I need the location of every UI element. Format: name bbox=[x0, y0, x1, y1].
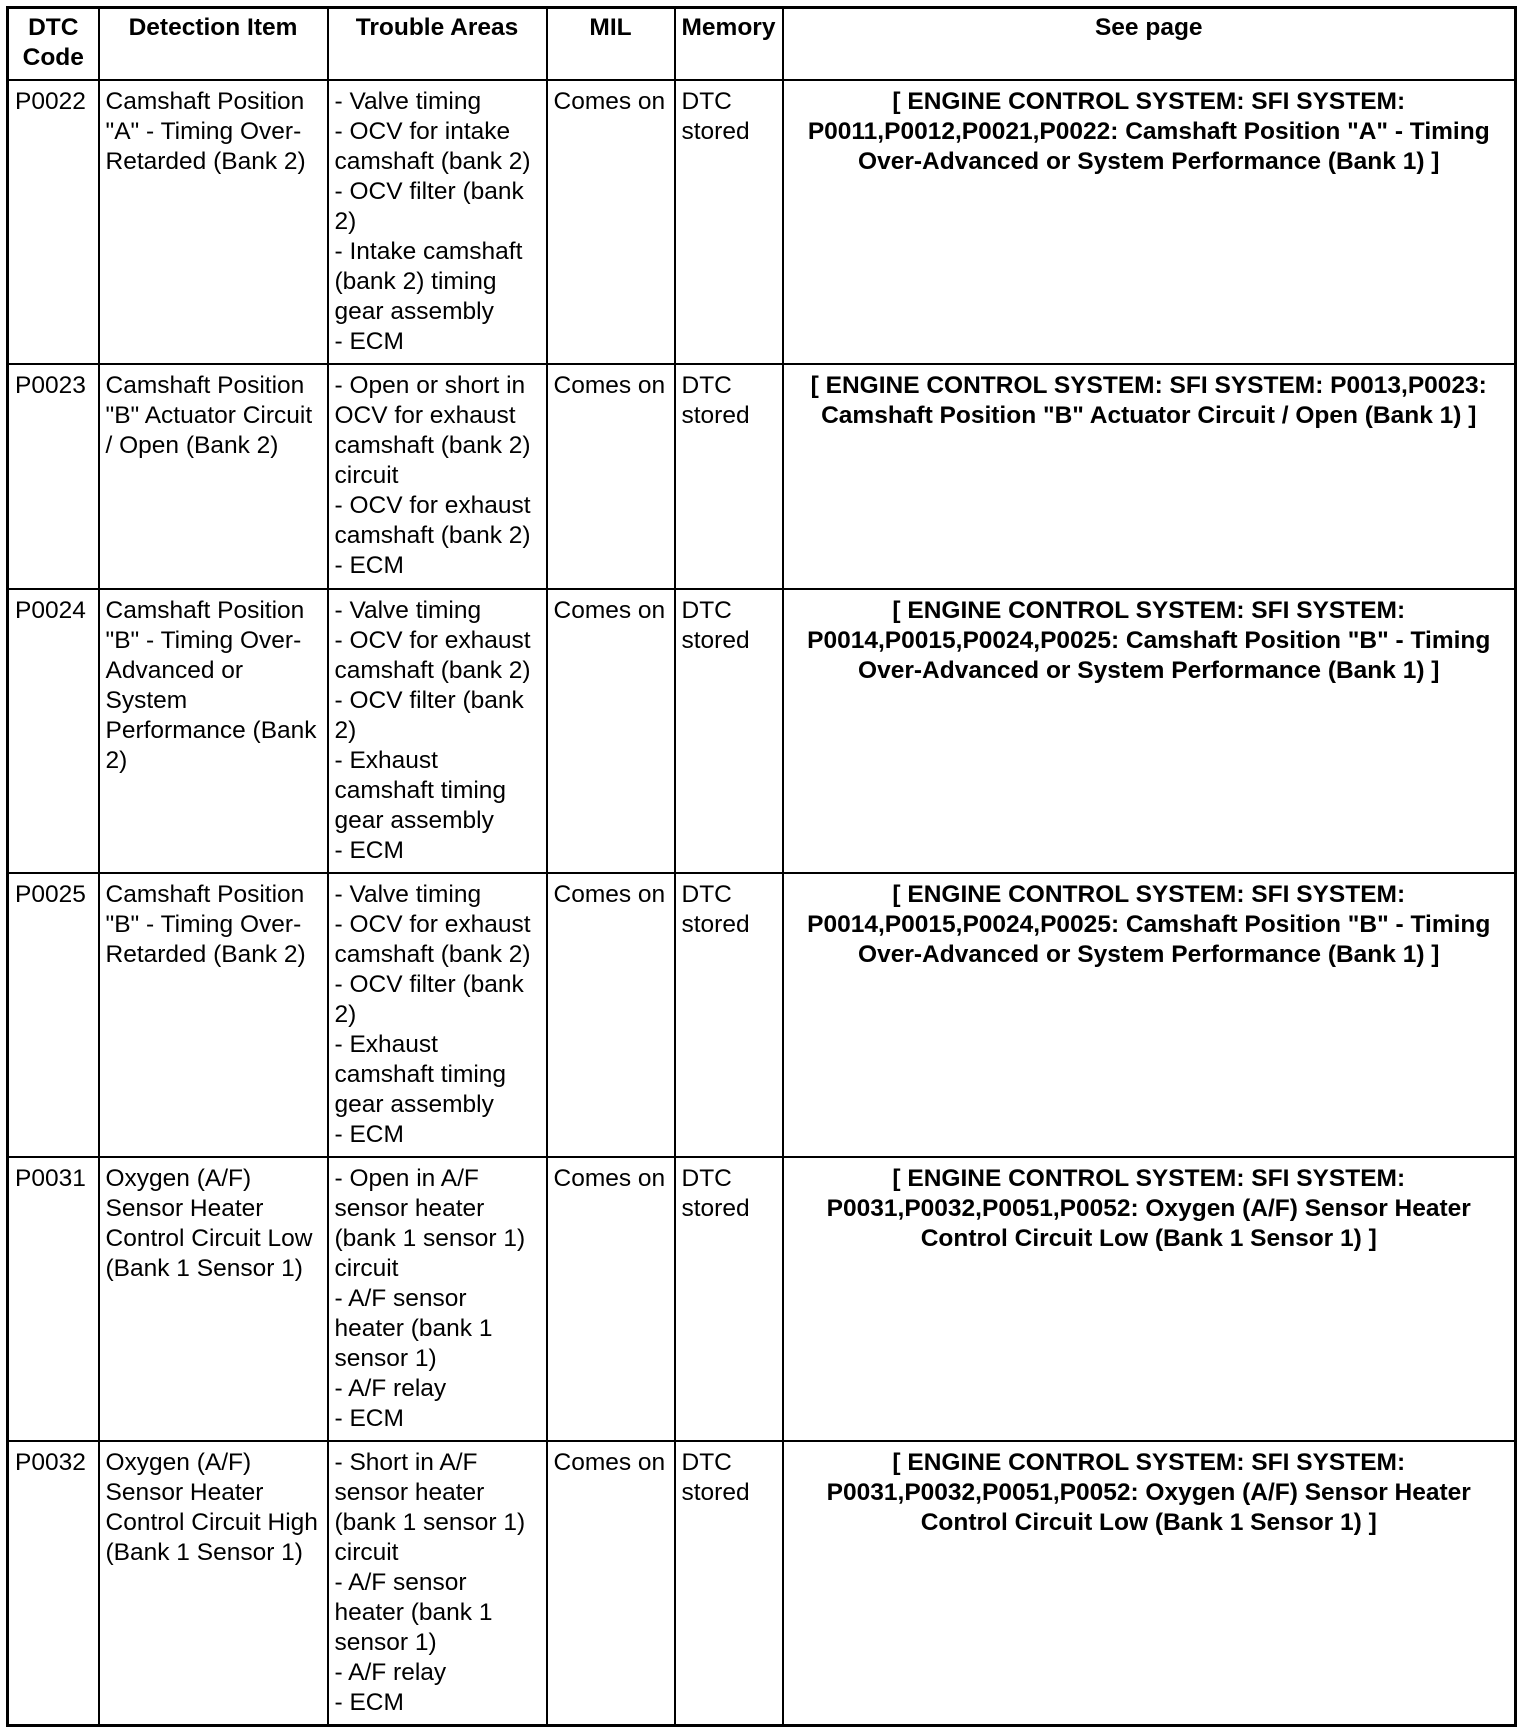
trouble-areas-cell bbox=[328, 1441, 547, 1726]
trouble-area-line: - Exhaust camshaft timing gear assembly bbox=[334, 747, 507, 834]
see-page-link[interactable]: [ ENGINE CONTROL SYSTEM: SFI SYSTEM: P0013,P0023: Camshaft Position "B" Actuator Circuit / Open (Bank 1) ] bbox=[783, 364, 1516, 589]
dtc-code-cell: P0031 bbox=[8, 1157, 99, 1441]
trouble-area-line: - OCV filter (bank 2) bbox=[334, 971, 524, 1028]
table-row bbox=[8, 589, 1516, 873]
trouble-area-line: - ECM bbox=[334, 552, 404, 579]
mil-cell: Comes on bbox=[547, 873, 675, 1157]
table-header-row bbox=[8, 8, 1516, 81]
trouble-area-line: - A/F relay bbox=[334, 1375, 447, 1402]
trouble-area-line: - Intake camshaft (bank 2) timing gear assembly bbox=[334, 238, 523, 325]
mil-cell: Comes on bbox=[547, 589, 675, 873]
memory-cell: DTC stored bbox=[675, 873, 783, 1157]
trouble-area-line: - ECM bbox=[334, 328, 404, 355]
trouble-area-line: - OCV for exhaust camshaft (bank 2) bbox=[334, 492, 531, 549]
trouble-area-line: - Open in A/F sensor heater (bank 1 sensor 1) circuit bbox=[334, 1165, 526, 1282]
header-detection-item: Detection Item bbox=[99, 8, 328, 81]
see-page-link[interactable]: [ ENGINE CONTROL SYSTEM: SFI SYSTEM: P0031,P0032,P0051,P0052: Oxygen (A/F) Sensor Heater Control Circuit Low (Bank 1 Sensor 1) ] bbox=[783, 1157, 1516, 1441]
detection-item-cell: Camshaft Position "B" - Timing Over-Advanced or System Performance (Bank 2) bbox=[99, 589, 328, 873]
detection-item-cell: Oxygen (A/F) Sensor Heater Control Circuit Low (Bank 1 Sensor 1) bbox=[99, 1157, 328, 1441]
dtc-code-cell: P0032 bbox=[8, 1441, 99, 1726]
mil-cell: Comes on bbox=[547, 80, 675, 364]
table-row bbox=[8, 1441, 1516, 1726]
detection-item-cell: Camshaft Position "B" Actuator Circuit / Open (Bank 2) bbox=[99, 364, 328, 589]
trouble-area-line: - OCV for exhaust camshaft (bank 2) bbox=[334, 911, 531, 968]
dtc-code-cell: P0023 bbox=[8, 364, 99, 589]
header-see-page: See page bbox=[783, 8, 1516, 81]
trouble-area-line: - A/F relay bbox=[334, 1659, 447, 1686]
dtc-table bbox=[6, 6, 1517, 1727]
table-row bbox=[8, 1157, 1516, 1441]
see-page-link[interactable]: [ ENGINE CONTROL SYSTEM: SFI SYSTEM: P0011,P0012,P0021,P0022: Camshaft Position "A" - Timing Over-Advanced or System Performance (Bank 1) ] bbox=[783, 80, 1516, 364]
trouble-area-line: - OCV filter (bank 2) bbox=[334, 687, 524, 744]
trouble-area-line: - ECM bbox=[334, 1121, 404, 1148]
table-row bbox=[8, 873, 1516, 1157]
trouble-area-line: - OCV filter (bank 2) bbox=[334, 178, 524, 235]
memory-cell: DTC stored bbox=[675, 80, 783, 364]
trouble-areas-cell bbox=[328, 364, 547, 589]
trouble-areas-cell bbox=[328, 80, 547, 364]
detection-item-cell: Camshaft Position "B" - Timing Over-Retarded (Bank 2) bbox=[99, 873, 328, 1157]
detection-item-cell: Camshaft Position "A" - Timing Over-Retarded (Bank 2) bbox=[99, 80, 328, 364]
memory-cell: DTC stored bbox=[675, 1157, 783, 1441]
trouble-area-line: - Valve timing bbox=[334, 88, 482, 115]
memory-cell: DTC stored bbox=[675, 1441, 783, 1726]
mil-cell: Comes on bbox=[547, 1157, 675, 1441]
dtc-code-cell: P0025 bbox=[8, 873, 99, 1157]
mil-cell: Comes on bbox=[547, 1441, 675, 1726]
trouble-area-line: - Short in A/F sensor heater (bank 1 sensor 1) circuit bbox=[334, 1449, 526, 1566]
trouble-areas-cell bbox=[328, 873, 547, 1157]
header-dtc-code: DTC Code bbox=[8, 8, 99, 81]
trouble-area-line: - A/F sensor heater (bank 1 sensor 1) bbox=[334, 1285, 493, 1372]
dtc-code-cell: P0024 bbox=[8, 589, 99, 873]
trouble-area-line: - Exhaust camshaft timing gear assembly bbox=[334, 1031, 507, 1118]
trouble-area-line: - ECM bbox=[334, 1689, 404, 1716]
table-row bbox=[8, 80, 1516, 364]
trouble-areas-cell bbox=[328, 1157, 547, 1441]
trouble-area-line: - OCV for exhaust camshaft (bank 2) bbox=[334, 627, 531, 684]
table-row bbox=[8, 364, 1516, 589]
trouble-area-line: - Open or short in OCV for exhaust camshaft (bank 2) circuit bbox=[334, 372, 531, 489]
mil-cell: Comes on bbox=[547, 364, 675, 589]
trouble-areas-cell bbox=[328, 589, 547, 873]
memory-cell: DTC stored bbox=[675, 364, 783, 589]
see-page-link[interactable]: [ ENGINE CONTROL SYSTEM: SFI SYSTEM: P0031,P0032,P0051,P0052: Oxygen (A/F) Sensor Heater Control Circuit Low (Bank 1 Sensor 1) ] bbox=[783, 1441, 1516, 1726]
see-page-link[interactable]: [ ENGINE CONTROL SYSTEM: SFI SYSTEM: P0014,P0015,P0024,P0025: Camshaft Position "B" - Timing Over-Advanced or System Performance (Bank 1) ] bbox=[783, 589, 1516, 873]
trouble-area-line: - OCV for intake camshaft (bank 2) bbox=[334, 118, 531, 175]
trouble-area-line: - Valve timing bbox=[334, 881, 482, 908]
header-mil: MIL bbox=[547, 8, 675, 81]
header-trouble-areas: Trouble Areas bbox=[328, 8, 547, 81]
trouble-area-line: - ECM bbox=[334, 837, 404, 864]
see-page-link[interactable]: [ ENGINE CONTROL SYSTEM: SFI SYSTEM: P0014,P0015,P0024,P0025: Camshaft Position "B" - Timing Over-Advanced or System Performance (Bank 1) ] bbox=[783, 873, 1516, 1157]
detection-item-cell: Oxygen (A/F) Sensor Heater Control Circuit High (Bank 1 Sensor 1) bbox=[99, 1441, 328, 1726]
trouble-area-line: - Valve timing bbox=[334, 597, 482, 624]
header-memory: Memory bbox=[675, 8, 783, 81]
trouble-area-line: - ECM bbox=[334, 1405, 404, 1432]
dtc-code-cell: P0022 bbox=[8, 80, 99, 364]
memory-cell: DTC stored bbox=[675, 589, 783, 873]
trouble-area-line: - A/F sensor heater (bank 1 sensor 1) bbox=[334, 1569, 493, 1656]
